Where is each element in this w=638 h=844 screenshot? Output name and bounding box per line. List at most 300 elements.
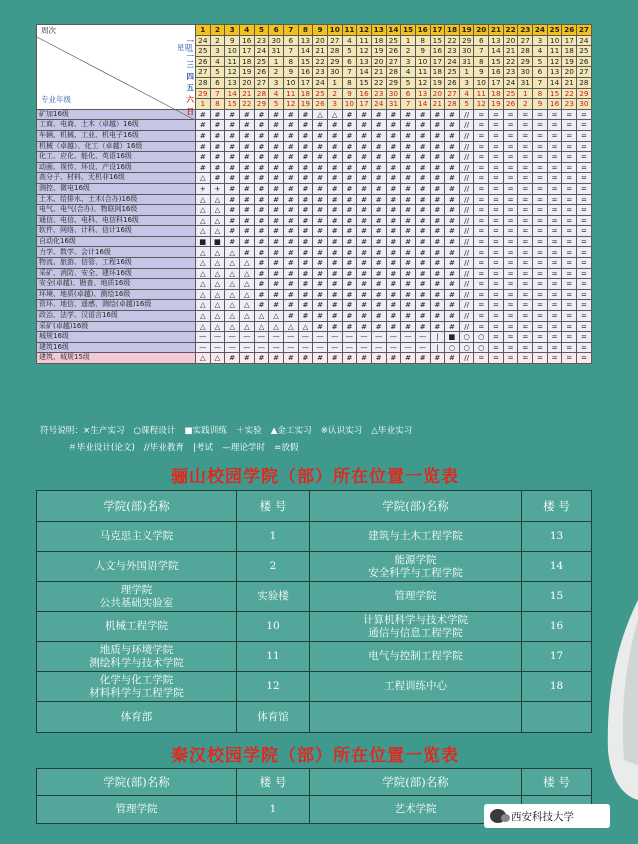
schedule-mark: # xyxy=(269,152,284,163)
schedule-mark: = xyxy=(547,300,562,311)
schedule-mark: # xyxy=(371,258,386,269)
schedule-mark: # xyxy=(254,279,269,290)
date-cell: 9 xyxy=(415,46,430,57)
schedule-mark: # xyxy=(327,353,342,364)
schedule-mark: = xyxy=(503,130,518,141)
watermark-badge xyxy=(484,804,610,828)
schedule-mark: — xyxy=(415,342,430,353)
schedule-mark: = xyxy=(562,247,577,258)
schedule-mark: # xyxy=(357,258,372,269)
date-cell: 14 xyxy=(357,67,372,78)
schedule-mark: = xyxy=(518,311,533,322)
schedule-mark: # xyxy=(225,226,240,237)
date-cell: 28 xyxy=(386,67,401,78)
major-row xyxy=(37,332,592,343)
schedule-mark: # xyxy=(445,215,460,226)
date-cell: 27 xyxy=(445,88,460,99)
schedule-mark: # xyxy=(298,205,313,216)
schedule-mark: = xyxy=(533,289,548,300)
schedule-mark: # xyxy=(283,300,298,311)
schedule-mark: # xyxy=(327,173,342,184)
schedule-mark: = xyxy=(474,141,489,152)
schedule-mark: = xyxy=(577,162,592,173)
schedule-mark: = xyxy=(547,321,562,332)
schedule-mark: # xyxy=(415,141,430,152)
major-name: 测控、微电16级 xyxy=(37,183,196,194)
schedule-mark: ○ xyxy=(474,332,489,343)
week-number: 3 xyxy=(225,25,240,36)
schedule-mark: = xyxy=(489,353,504,364)
schedule-mark: # xyxy=(283,268,298,279)
building-number: 12 xyxy=(237,672,310,702)
date-cell: 25 xyxy=(577,46,592,57)
schedule-mark: # xyxy=(283,311,298,322)
schedule-mark: # xyxy=(239,215,254,226)
date-cell: 12 xyxy=(225,67,240,78)
date-cell: 21 xyxy=(239,88,254,99)
schedule-mark: = xyxy=(474,268,489,279)
schedule-mark: △ xyxy=(225,279,240,290)
schedule-mark: # xyxy=(415,353,430,364)
schedule-mark: △ xyxy=(210,215,225,226)
schedule-mark: = xyxy=(518,236,533,247)
schedule-mark: # xyxy=(401,289,416,300)
schedule-mark: # xyxy=(401,130,416,141)
watermark-text: 西安科技大学 xyxy=(511,810,574,823)
date-cell: 11 xyxy=(283,88,298,99)
schedule-mark: # xyxy=(430,173,445,184)
schedule-mark: = xyxy=(474,109,489,120)
schedule-mark: = xyxy=(577,300,592,311)
date-cell: 26 xyxy=(196,56,211,67)
schedule-mark: = xyxy=(474,173,489,184)
schedule-mark: # xyxy=(342,258,357,269)
schedule-mark: // xyxy=(459,109,474,120)
schedule-mark: # xyxy=(225,236,240,247)
schedule-mark: # xyxy=(239,130,254,141)
schedule-mark: = xyxy=(503,205,518,216)
schedule-mark: = xyxy=(518,258,533,269)
week-number: 5 xyxy=(254,25,269,36)
date-cell: 20 xyxy=(239,77,254,88)
schedule-mark: — xyxy=(415,332,430,343)
schedule-mark: = xyxy=(474,247,489,258)
schedule-mark: = xyxy=(489,247,504,258)
major-row xyxy=(37,342,592,353)
college-name: 理学院 公共基础实验室 xyxy=(37,582,237,612)
date-cell: 24 xyxy=(254,46,269,57)
college-name: 人文与外国语学院 xyxy=(37,552,237,582)
schedule-mark: # xyxy=(415,194,430,205)
schedule-mark: = xyxy=(577,311,592,322)
schedule-mark: # xyxy=(401,215,416,226)
schedule-mark: # xyxy=(239,162,254,173)
date-cell: 24 xyxy=(445,56,460,67)
week-number: 4 xyxy=(239,25,254,36)
schedule-mark: # xyxy=(313,300,328,311)
schedule-mark: # xyxy=(357,236,372,247)
schedule-mark: △ xyxy=(210,289,225,300)
date-cell: 14 xyxy=(298,46,313,57)
schedule-mark: # xyxy=(415,268,430,279)
schedule-mark: # xyxy=(430,215,445,226)
week-number: 19 xyxy=(459,25,474,36)
schedule-mark: = xyxy=(547,236,562,247)
schedule-mark: # xyxy=(386,279,401,290)
schedule-mark: # xyxy=(283,215,298,226)
schedule-mark: # xyxy=(401,311,416,322)
date-cell: 28 xyxy=(518,46,533,57)
schedule-mark: # xyxy=(269,279,284,290)
weekday-name: 六 xyxy=(186,95,194,104)
date-cell: 9 xyxy=(342,88,357,99)
schedule-mark: = xyxy=(577,342,592,353)
schedule-mark: = xyxy=(533,258,548,269)
schedule-mark: # xyxy=(313,130,328,141)
schedule-mark: # xyxy=(239,120,254,131)
schedule-mark: = xyxy=(533,311,548,322)
schedule-mark: = xyxy=(474,226,489,237)
schedule-mark: # xyxy=(210,162,225,173)
schedule-mark: △ xyxy=(196,205,211,216)
building-number: 1 xyxy=(237,796,310,824)
schedule-mark: = xyxy=(518,353,533,364)
date-cell: 31 xyxy=(386,99,401,110)
schedule-mark: # xyxy=(342,289,357,300)
major-name: 车辆、机械、工业、机电子16级 xyxy=(37,130,196,141)
schedule-mark: = xyxy=(503,279,518,290)
schedule-mark: # xyxy=(386,130,401,141)
schedule-mark: △ xyxy=(196,226,211,237)
schedule-mark: # xyxy=(357,141,372,152)
date-cell: 16 xyxy=(298,67,313,78)
date-cell: 12 xyxy=(474,99,489,110)
schedule-mark: # xyxy=(386,226,401,237)
schedule-mark: = xyxy=(547,342,562,353)
schedule-mark: # xyxy=(386,247,401,258)
building-number xyxy=(522,702,592,733)
weekday-name: 四 xyxy=(186,71,194,81)
schedule-mark: △ xyxy=(239,289,254,300)
date-cell: 17 xyxy=(298,77,313,88)
schedule-mark: # xyxy=(357,120,372,131)
schedule-mark: = xyxy=(474,215,489,226)
date-cell: 18 xyxy=(371,35,386,46)
date-cell: 24 xyxy=(196,35,211,46)
schedule-mark: # xyxy=(401,162,416,173)
schedule-mark: = xyxy=(489,236,504,247)
week-number: 18 xyxy=(445,25,460,36)
schedule-mark: # xyxy=(254,162,269,173)
schedule-mark: # xyxy=(269,289,284,300)
schedule-mark: = xyxy=(489,141,504,152)
date-cell: 18 xyxy=(489,88,504,99)
schedule-mark: = xyxy=(577,332,592,343)
legend-item: ＃毕业设计(论文) xyxy=(68,443,135,453)
schedule-mark: = xyxy=(577,247,592,258)
date-cell: 6 xyxy=(283,35,298,46)
schedule-mark: — xyxy=(371,332,386,343)
schedule-mark: △ xyxy=(225,289,240,300)
major-row xyxy=(37,152,592,163)
date-cell: 21 xyxy=(503,46,518,57)
schedule-mark: = xyxy=(562,353,577,364)
schedule-mark: = xyxy=(503,289,518,300)
schedule-mark: = xyxy=(518,226,533,237)
major-name: 安全(卓越)、勘查、地质16级 xyxy=(37,279,196,290)
date-cell: 8 xyxy=(283,56,298,67)
schedule-mark: # xyxy=(283,279,298,290)
schedule-mark: △ xyxy=(196,353,211,364)
schedule-mark: △ xyxy=(313,109,328,120)
schedule-mark: # xyxy=(386,141,401,152)
major-row xyxy=(37,353,592,364)
schedule-mark: # xyxy=(357,279,372,290)
schedule-mark: # xyxy=(313,194,328,205)
schedule-mark: # xyxy=(313,311,328,322)
schedule-mark: # xyxy=(313,205,328,216)
schedule-mark: # xyxy=(298,279,313,290)
date-cell: 11 xyxy=(357,35,372,46)
schedule-mark: ○ xyxy=(459,342,474,353)
schedule-mark: # xyxy=(357,289,372,300)
schedule-mark: # xyxy=(445,120,460,131)
schedule-mark: # xyxy=(401,353,416,364)
schedule-mark: = xyxy=(547,205,562,216)
schedule-mark: # xyxy=(239,205,254,216)
schedule-mark: = xyxy=(518,173,533,184)
schedule-mark: # xyxy=(313,247,328,258)
diagonal-line xyxy=(37,25,195,120)
date-cell: 8 xyxy=(415,35,430,46)
schedule-mark: = xyxy=(489,152,504,163)
date-cell: 19 xyxy=(562,56,577,67)
schedule-mark: # xyxy=(239,353,254,364)
schedule-mark: = xyxy=(577,226,592,237)
schedule-mark: △ xyxy=(225,268,240,279)
schedule-mark: # xyxy=(225,141,240,152)
schedule-mark: # xyxy=(313,289,328,300)
schedule-mark: = xyxy=(518,205,533,216)
schedule-mark: = xyxy=(489,183,504,194)
building-number: 18 xyxy=(522,672,592,702)
schedule-mark: # xyxy=(225,215,240,226)
schedule-mark: # xyxy=(415,120,430,131)
college-name: 建筑与土木工程学院 xyxy=(310,522,522,552)
schedule-mark: △ xyxy=(196,311,211,322)
weekday-name: 一 xyxy=(186,37,194,46)
schedule-mark: # xyxy=(298,141,313,152)
date-cell: 1 xyxy=(196,99,211,110)
date-cell: 23 xyxy=(562,99,577,110)
schedule-mark: = xyxy=(518,194,533,205)
schedule-mark: = xyxy=(503,109,518,120)
schedule-mark: # xyxy=(415,247,430,258)
date-cell: 16 xyxy=(357,88,372,99)
schedule-mark: = xyxy=(518,183,533,194)
schedule-mark: # xyxy=(313,162,328,173)
date-cell: 31 xyxy=(269,46,284,57)
schedule-mark: # xyxy=(386,183,401,194)
schedule-mark: # xyxy=(371,152,386,163)
schedule-mark: = xyxy=(562,205,577,216)
schedule-mark: # xyxy=(401,120,416,131)
schedule-mark: △ xyxy=(327,109,342,120)
schedule-mark: # xyxy=(401,205,416,216)
schedule-mark: # xyxy=(283,258,298,269)
date-cell: 17 xyxy=(562,35,577,46)
schedule-mark: # xyxy=(445,311,460,322)
schedule-mark: # xyxy=(445,152,460,163)
major-name: 动画、视传、环设、产设16级 xyxy=(37,162,196,173)
schedule-mark: = xyxy=(518,300,533,311)
schedule-mark: # xyxy=(430,247,445,258)
major-row xyxy=(37,268,592,279)
date-cell: 13 xyxy=(357,56,372,67)
major-name: 物流、旅游、信管、工程16级 xyxy=(37,258,196,269)
date-cell: 21 xyxy=(430,99,445,110)
schedule-mark: # xyxy=(196,162,211,173)
schedule-mark: = xyxy=(533,300,548,311)
schedule-mark: = xyxy=(547,268,562,279)
schedule-mark: # xyxy=(269,194,284,205)
schedule-mark: △ xyxy=(210,226,225,237)
schedule-mark: # xyxy=(430,194,445,205)
schedule-mark: = xyxy=(533,353,548,364)
schedule-mark: = xyxy=(562,120,577,131)
schedule-mark: # xyxy=(386,353,401,364)
schedule-mark: # xyxy=(371,183,386,194)
date-cell: 7 xyxy=(210,88,225,99)
college-name: 管理学院 xyxy=(310,582,522,612)
schedule-mark: = xyxy=(533,236,548,247)
college-name: 工程训练中心 xyxy=(310,672,522,702)
schedule-mark: # xyxy=(401,173,416,184)
schedule-mark: # xyxy=(327,311,342,322)
date-cell: 15 xyxy=(489,56,504,67)
schedule-mark: = xyxy=(489,173,504,184)
schedule-mark: # xyxy=(283,226,298,237)
schedule-mark: # xyxy=(445,162,460,173)
schedule-mark: — xyxy=(239,332,254,343)
legend-item: ■实践训练 xyxy=(184,426,227,436)
schedule-mark: = xyxy=(489,162,504,173)
schedule-mark: # xyxy=(298,258,313,269)
schedule-mark: # xyxy=(430,300,445,311)
schedule-mark: = xyxy=(503,342,518,353)
schedule-mark: # xyxy=(415,258,430,269)
schedule-mark: = xyxy=(577,141,592,152)
schedule-mark: // xyxy=(459,300,474,311)
schedule-mark: # xyxy=(225,353,240,364)
date-cell: 27 xyxy=(518,35,533,46)
schedule-mark: # xyxy=(313,120,328,131)
schedule-mark: # xyxy=(430,109,445,120)
schedule-mark: # xyxy=(298,268,313,279)
schedule-mark: # xyxy=(254,268,269,279)
schedule-mark: # xyxy=(342,152,357,163)
schedule-mark: △ xyxy=(196,321,211,332)
schedule-mark: = xyxy=(562,258,577,269)
date-cell: 28 xyxy=(445,99,460,110)
schedule-mark: # xyxy=(269,236,284,247)
schedule-mark: △ xyxy=(239,321,254,332)
schedule-mark: # xyxy=(445,130,460,141)
schedule-mark: # xyxy=(254,120,269,131)
major-name: 电气、电气(合办)、物联网16级 xyxy=(37,205,196,216)
date-cell: 20 xyxy=(430,88,445,99)
schedule-mark: # xyxy=(254,353,269,364)
date-cell: 31 xyxy=(518,77,533,88)
schedule-mark: # xyxy=(196,109,211,120)
schedule-mark: # xyxy=(196,141,211,152)
week-number: 6 xyxy=(269,25,284,36)
schedule-mark: # xyxy=(415,279,430,290)
schedule-mark: = xyxy=(503,247,518,258)
schedule-mark: = xyxy=(489,258,504,269)
schedule-mark: # xyxy=(386,268,401,279)
week-number: 1 xyxy=(196,25,211,36)
major-row xyxy=(37,258,592,269)
college-name: 管理学院 xyxy=(37,796,237,824)
schedule-mark: # xyxy=(342,311,357,322)
schedule-mark: # xyxy=(298,194,313,205)
schedule-mark: # xyxy=(371,353,386,364)
schedule-mark: # xyxy=(210,173,225,184)
schedule-mark: # xyxy=(313,321,328,332)
column-header: 学院(部)名称 xyxy=(37,769,237,796)
schedule-mark: # xyxy=(254,173,269,184)
schedule-mark: # xyxy=(386,300,401,311)
date-cell: 24 xyxy=(313,77,328,88)
schedule-mark: # xyxy=(327,289,342,300)
schedule-mark: = xyxy=(547,258,562,269)
date-cell: 20 xyxy=(562,67,577,78)
schedule-mark: # xyxy=(298,353,313,364)
schedule-mark: // xyxy=(459,162,474,173)
major-name: 资环、地信、遥感、测绘(卓越)16级 xyxy=(37,300,196,311)
schedule-mark: = xyxy=(518,247,533,258)
schedule-mark: = xyxy=(547,215,562,226)
schedule-mark: # xyxy=(269,141,284,152)
date-cell: 29 xyxy=(518,56,533,67)
week-number: 15 xyxy=(401,25,416,36)
schedule-mark: # xyxy=(327,162,342,173)
schedule-mark: # xyxy=(298,109,313,120)
schedule-mark: # xyxy=(371,226,386,237)
schedule-mark: # xyxy=(371,268,386,279)
schedule-mark: = xyxy=(503,300,518,311)
legend-item: =放假 xyxy=(274,443,299,453)
college-name: 计算机科学与技术学院 通信与信息工程学院 xyxy=(310,612,522,642)
date-cell: 10 xyxy=(547,35,562,46)
schedule-mark: — xyxy=(357,332,372,343)
schedule-mark: # xyxy=(415,226,430,237)
schedule-mark: = xyxy=(474,120,489,131)
schedule-mark: = xyxy=(547,152,562,163)
date-cell: 30 xyxy=(577,99,592,110)
schedule-mark: # xyxy=(210,152,225,163)
schedule-mark: # xyxy=(283,162,298,173)
date-cell: 11 xyxy=(474,88,489,99)
schedule-mark: # xyxy=(298,300,313,311)
date-cell: 10 xyxy=(342,99,357,110)
schedule-mark: # xyxy=(269,109,284,120)
schedule-mark: # xyxy=(445,353,460,364)
schedule-mark: # xyxy=(327,120,342,131)
date-cell: 9 xyxy=(283,67,298,78)
schedule-mark: △ xyxy=(239,279,254,290)
